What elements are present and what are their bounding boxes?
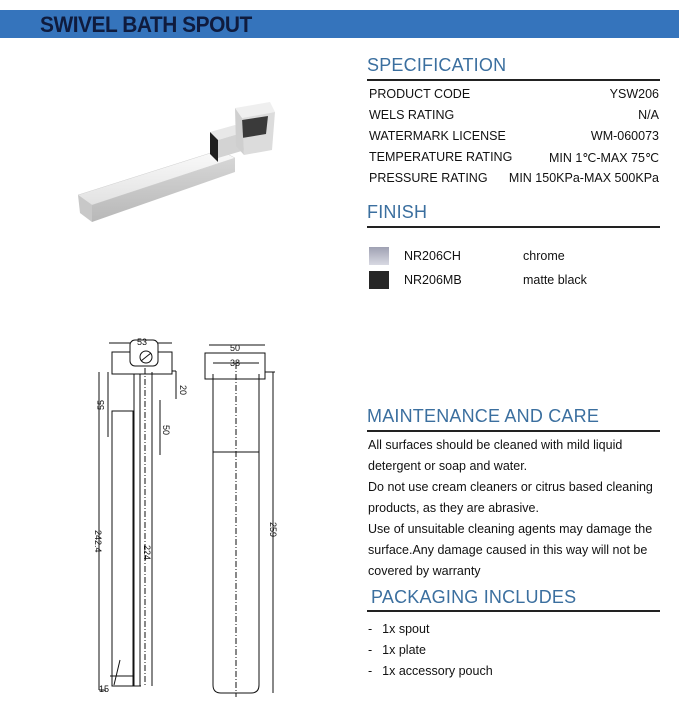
spec-label: WELS RATING	[369, 108, 455, 122]
finish-code: NR206MB	[404, 273, 462, 287]
finish-name: matte black	[523, 273, 587, 287]
divider	[367, 430, 660, 432]
technical-drawing	[80, 330, 300, 700]
finish-name: chrome	[523, 249, 565, 263]
spec-row	[369, 168, 659, 188]
page-title: SWIVEL BATH SPOUT	[40, 12, 252, 37]
spec-label: WATERMARK LICENSE	[369, 129, 506, 143]
dim-50-front: 50	[230, 343, 241, 353]
packaging-title: PACKAGING INCLUDES	[371, 587, 577, 607]
packaging-item: - 1x spout	[368, 622, 430, 636]
dim-20: 20	[178, 385, 188, 396]
packaging-item: - 1x plate	[368, 643, 426, 657]
packaging-item: - 1x accessory pouch	[368, 664, 493, 678]
spec-row	[369, 84, 659, 104]
product-photo	[30, 50, 310, 300]
maintenance-line: Use of unsuitable cleaning agents may damage the	[368, 522, 653, 536]
spec-row	[369, 147, 659, 167]
spec-label: TEMPERATURE RATING	[369, 150, 513, 164]
dim-259: 259	[268, 522, 278, 538]
maintenance-line: All surfaces should be cleaned with mild liquid	[368, 438, 623, 452]
maintenance-line: Do not use cream cleaners or citrus based cleaning	[368, 480, 653, 494]
header-banner	[0, 10, 679, 38]
divider	[367, 610, 660, 612]
finish-code: NR206CH	[404, 249, 461, 263]
spec-row	[369, 105, 659, 125]
spec-value: MIN 150KPa-MAX 500KPa	[508, 171, 659, 185]
dim-224: 224	[142, 545, 152, 561]
spec-value: MIN 1℃-MAX 75℃	[548, 150, 659, 165]
packaging-item-label: 1x accessory pouch	[382, 664, 493, 678]
maintenance-line: covered by warranty	[368, 564, 481, 578]
divider	[367, 79, 660, 81]
specification-title: SPECIFICATION	[367, 55, 507, 75]
dim-55: 55	[96, 399, 106, 410]
maintenance-line: products, as they are abrasive.	[368, 501, 539, 515]
spec-label: PRODUCT CODE	[369, 87, 471, 101]
divider	[367, 226, 660, 228]
spec-label: PRESSURE RATING	[369, 171, 488, 185]
spec-row	[369, 126, 659, 146]
dim-50: 50	[161, 425, 171, 436]
finish-item-chrome	[369, 246, 659, 266]
finish-title: FINISH	[367, 202, 428, 222]
matte-black-swatch-icon	[369, 271, 389, 289]
chrome-swatch-icon	[369, 247, 389, 265]
dim-38: 38	[230, 358, 241, 368]
dim-15: 15	[99, 684, 110, 694]
spec-value: N/A	[638, 108, 659, 122]
finish-item-matte-black	[369, 270, 659, 290]
spec-value: YSW206	[609, 87, 659, 101]
maintenance-title: MAINTENANCE AND CARE	[367, 406, 600, 426]
maintenance-line: detergent or soap and water.	[368, 459, 528, 473]
packaging-item-label: 1x plate	[382, 643, 426, 657]
maintenance-line: surface.Any damage caused in this way will not be	[368, 543, 648, 557]
packaging-item-label: 1x spout	[382, 622, 430, 636]
spec-value: WM-060073	[590, 129, 659, 143]
maintenance-text	[368, 435, 668, 582]
dim-242: 242.4	[93, 530, 103, 553]
dim-53: 53	[137, 337, 148, 347]
